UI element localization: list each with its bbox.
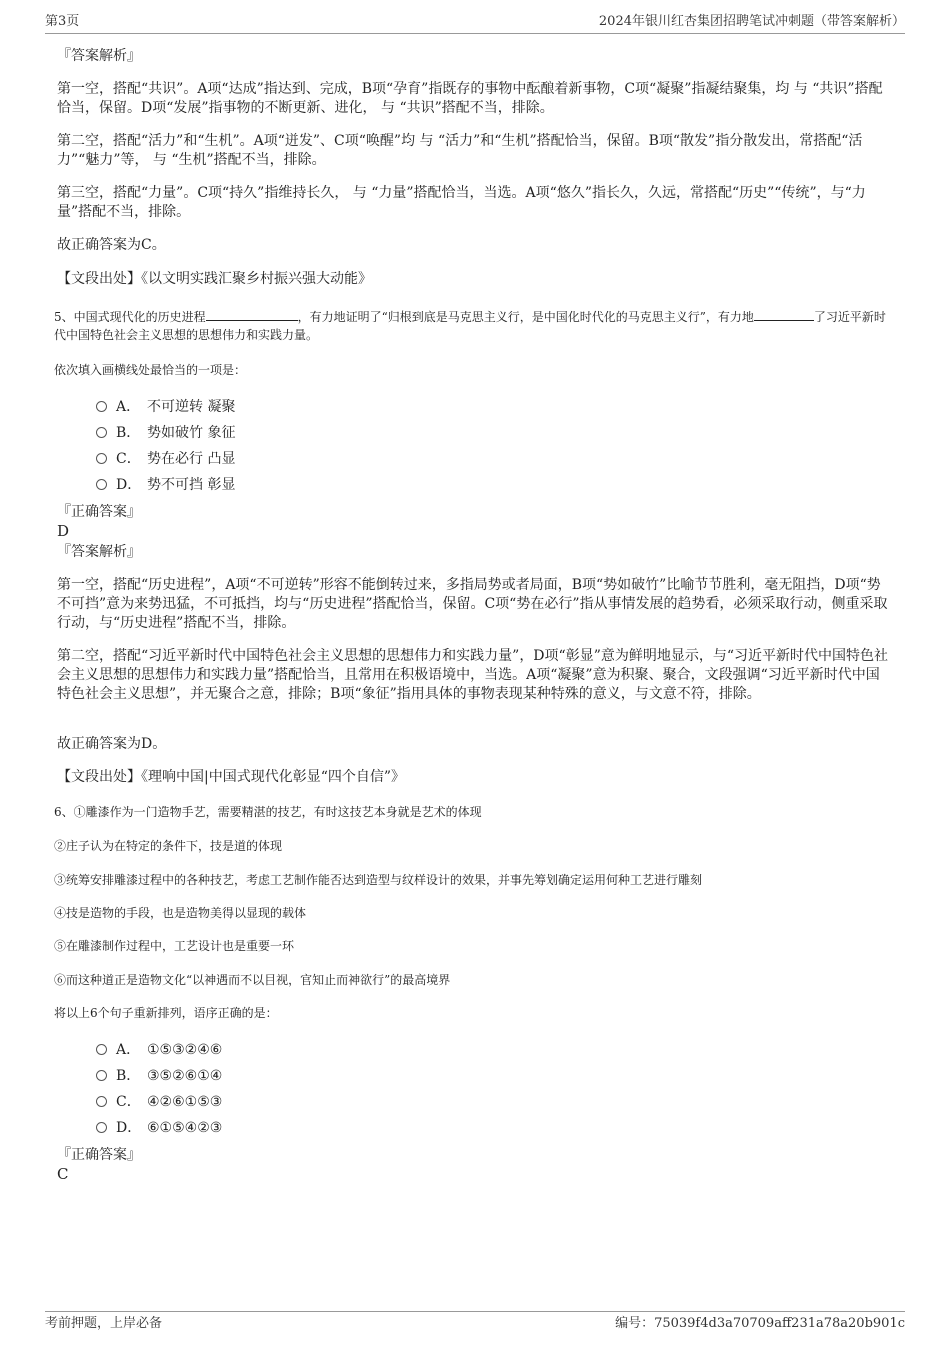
q6-option-d[interactable]: D． ⑥①⑤④②③ xyxy=(96,1119,222,1137)
q5-stem-part-c: 了习近平新时代中国特色社会主义思想的思想伟力和实践力量。 xyxy=(54,310,886,342)
q5-source: 【文段出处】《理响中国|中国式现代化彰显“四个自信”》 xyxy=(57,769,406,785)
q5-option-a[interactable]: A． 不可逆转 凝聚 xyxy=(96,398,235,416)
radio-icon[interactable] xyxy=(96,1044,107,1055)
document-id: 编号：75039f4d3a70709aff231a78a20b901c xyxy=(615,1316,905,1331)
q6-answer: C xyxy=(57,1165,69,1183)
q5-answer-label: 『正确答案』 xyxy=(57,504,141,520)
q6-sentence-4: ④技是造物的手段，也是造物美得以显现的载体 xyxy=(54,906,307,920)
q4-source: 【文段出处】《以文明实践汇聚乡村振兴强大动能》 xyxy=(57,271,372,287)
q6-sentence-2: ②庄子认为在特定的条件下，技是道的体现 xyxy=(54,839,283,853)
q5-option-d[interactable]: D． 势不可挡 彰显 xyxy=(96,476,235,494)
q4-conclusion: 故正确答案为C。 xyxy=(57,237,166,253)
q6-option-b[interactable]: B． ③⑤②⑥①④ xyxy=(96,1067,222,1085)
q6-sentence-3: ③统筹安排雕漆过程中的各种技艺，考虑工艺制作能否达到造型与纹样设计的效果，并事先筹划确定运用何种工艺进行雕刻 xyxy=(54,873,703,887)
radio-icon[interactable] xyxy=(96,1122,107,1133)
radio-icon[interactable] xyxy=(96,453,107,464)
radio-icon[interactable] xyxy=(96,479,107,490)
q5-blank-1 xyxy=(206,308,298,321)
radio-icon[interactable] xyxy=(96,401,107,412)
q5-option-c[interactable]: C． 势在必行 凸显 xyxy=(96,450,235,468)
q5-conclusion: 故正确答案为D。 xyxy=(57,736,167,752)
q5-prompt: 依次填入画横线处最恰当的一项是： xyxy=(54,363,247,377)
page-header xyxy=(45,0,905,34)
q5-analysis-p1: 第一空，搭配“历史进程”，A项“不可逆转”形容不能倒转过来，多指局势或者局面，B项“势如破竹”比喻节节胜利，毫无阻挡，D项“势不可挡”意为来势迅猛，不可抵挡，均与“历史进程”搭配恰当，保留。C项“势在必行”指从事情发展的趋势看，必须采取行动，侧重采取行动，与“历史进程”搭配不当，排除。 xyxy=(57,577,888,631)
q6-option-a[interactable]: A． ①⑤③②④⑥ xyxy=(96,1041,222,1059)
q5-stem-part-b: ，有力地证明了“归根到底是马克思主义行，是中国化时代化的马克思主义行”，有力地 xyxy=(297,310,754,324)
q6-sentence-6: ⑥而这种道正是造物文化“以神遇而不以目视，官知止而神欲行”的最高境界 xyxy=(54,973,451,987)
q6-answer-label: 『正确答案』 xyxy=(57,1147,141,1163)
q5-analysis-p2: 第二空，搭配“习近平新时代中国特色社会主义思想的思想伟力和实践力量”，D项“彰显”意为鲜明地显示，与“习近平新时代中国特色社会主义思想的思想伟力和实践力量”搭配恰当，且常用在积极语境中，当选。A项“凝聚”意为积聚、聚合，文段强调“习近平新时代中国特色社会主义思想”，并无聚合之意，排除；B项“象征”指用具体的事物表现某种特殊的意义，与文意不符，排除。 xyxy=(57,648,889,702)
q4-analysis-label: 『答案解析』 xyxy=(57,48,141,64)
q4-analysis-p1: 第一空，搭配“共识”。A项“达成”指达到、完成，B项“孕育”指既存的事物中酝酿着新事物，C项“凝聚”指凝结聚集，均 与 “共识”搭配恰当，保留。D项“发展”指事物的不断更新、进化， 与 “共识”搭配不当，排除。 xyxy=(57,81,883,116)
q5-stem xyxy=(54,308,896,344)
q6-prompt: 将以上6个句子重新排列，语序正确的是： xyxy=(54,1006,278,1020)
q4-analysis-p2: 第二空，搭配“活力”和“生机”。A项“迸发”、C项“唤醒”均 与 “活力”和“生机”搭配恰当，保留。B项“散发”指分散发出，常搭配“活力”“魅力”等， 与 “生机”搭配不当，排除。 xyxy=(57,133,863,168)
q5-blank-2 xyxy=(754,308,814,321)
q6-sentence-5: ⑤在雕漆制作过程中，工艺设计也是重要一环 xyxy=(54,939,295,953)
footer-slogan: 考前押题，上岸必备 xyxy=(45,1316,163,1331)
q5-answer: D xyxy=(57,522,70,540)
q5-option-b[interactable]: B． 势如破竹 象征 xyxy=(96,424,235,442)
radio-icon[interactable] xyxy=(96,427,107,438)
q5-analysis-label: 『答案解析』 xyxy=(57,544,141,560)
document-title: 2024年银川红杏集团招聘笔试冲刺题（带答案解析） xyxy=(598,14,905,29)
q5-stem-part-a: 5、中国式现代化的历史进程 xyxy=(54,310,206,324)
q4-analysis-p3: 第三空，搭配“力量”。C项“持久”指维持长久， 与 “力量”搭配恰当，当选。A项“悠久”指长久，久远，常搭配“历史”“传统”，与“力量”搭配不当，排除。 xyxy=(57,185,866,220)
radio-icon[interactable] xyxy=(96,1096,107,1107)
page-footer xyxy=(45,1311,905,1346)
radio-icon[interactable] xyxy=(96,1070,107,1081)
page-number: 第3页 xyxy=(45,14,80,29)
q6-option-c[interactable]: C． ④②⑥①⑤③ xyxy=(96,1093,222,1111)
q6-sentence-1: 6、①雕漆作为一门造物手艺，需要精湛的技艺，有时这技艺本身就是艺术的体现 xyxy=(54,805,482,819)
